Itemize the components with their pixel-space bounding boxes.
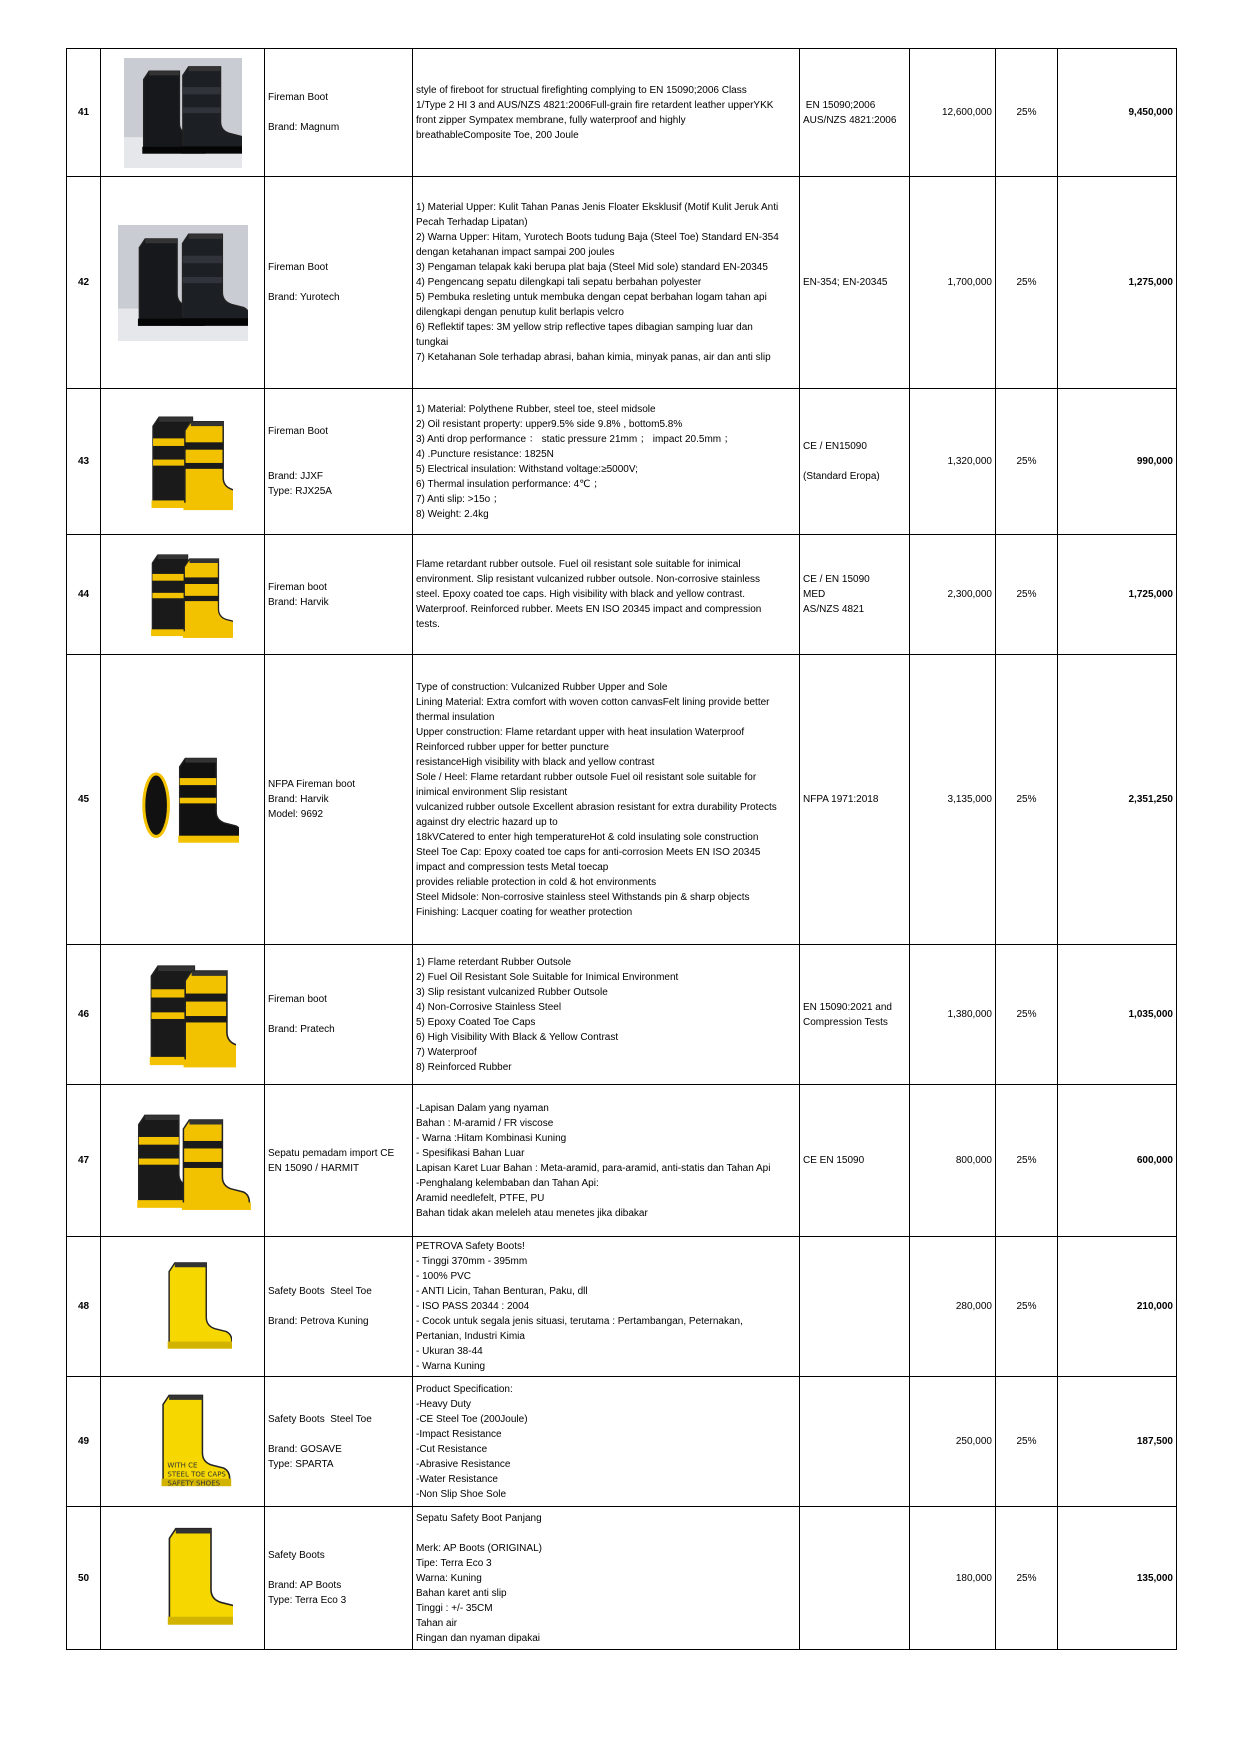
product-standard: NFPA 1971:2018: [800, 655, 910, 945]
discount-percent: 25%: [996, 1237, 1058, 1377]
product-standard: CE / EN 15090 MED AS/NZS 4821: [800, 535, 910, 655]
item-number: 50: [67, 1507, 101, 1650]
item-number: 45: [67, 655, 101, 945]
discount-percent: 25%: [996, 177, 1058, 389]
product-photo-cell: [101, 1507, 265, 1650]
table-row: [67, 49, 1177, 177]
product-specification: -Lapisan Dalam yang nyaman Bahan : M-aramid / FR viscose - Warna :Hitam Kombinasi Kuning - Spesifikasi Bahan Luar Lapisan Karet Luar Bahan : Meta-aramid, para-aramid, anti-statis dan Tahan Api -Penghalang kelembaban dan Tahan Api: Aramid needlefelt, PTFE, PU Bahan tidak akan meleleh atau menetes jika dibakar: [413, 1085, 800, 1237]
table-body: [67, 49, 1177, 1650]
product-specification: PETROVA Safety Boots! - Tinggi 370mm - 395mm - 100% PVC - ANTI Licin, Tahan Benturan, Paku, dll - ISO PASS 20344 : 2004 - Cocok untuk segala jenis situasi, terutama : Pertambangan, Peternakan, Pertanian, Industri Kimia - Ukuran 38-44 - Warna Kuning: [413, 1237, 800, 1377]
unit-price: 250,000: [910, 1377, 996, 1507]
product-standard: EN-354; EN-20345: [800, 177, 910, 389]
item-number: 46: [67, 945, 101, 1085]
net-price: 1,725,000: [1058, 535, 1177, 655]
product-photo-cell: [101, 655, 265, 945]
table-row: [67, 1085, 1177, 1237]
table-row: [67, 535, 1177, 655]
product-specification: Flame retardant rubber outsole. Fuel oil resistant sole suitable for inimical environment. Slip resistant vulcanized rubber outsole. Non-corrosive stainless steel. Epoxy coated toe caps. High visibility with black and yellow contrast. Waterproof. Reinforced rubber. Meets EN ISO 20345 impact and compression tests.: [413, 535, 800, 655]
yellow-pvc-safety-boot-photo: [133, 1522, 233, 1634]
unit-price: 280,000: [910, 1237, 996, 1377]
product-specification: Product Specification: -Heavy Duty -CE Steel Toe (200Joule) -Impact Resistance -Cut Resistance -Abrasive Resistance -Water Resistance -Non Slip Shoe Sole: [413, 1377, 800, 1507]
product-specification: 1) Material: Polythene Rubber, steel toe, steel midsole 2) Oil resistant property: upper9.5% side 9.8% , bottom5.8% 3) Anti drop performance ： static pressure 21mm ； impact 20.5mm ； 4) .Puncture resistance: 1825N 5) Electrical insulation: Withstand voltage:≥5000V; 6) Thermal insulation performance: 4℃ ； 7) Anti slip: >15o ； 8) Weight: 2.4kg: [413, 389, 800, 535]
net-price: 2,351,250: [1058, 655, 1177, 945]
item-number: 47: [67, 1085, 101, 1237]
product-specification: 1) Flame reterdant Rubber Outsole 2) Fuel Oil Resistant Sole Suitable for Inimical Environment 3) Slip resistant vulcanized Rubber Outsole 4) Non-Corrosive Stainless Steel 5) Epoxy Coated Toe Caps 6) High Visibility With Black & Yellow Contrast 7) Waterproof 8) Reinforced Rubber: [413, 945, 800, 1085]
discount-percent: 25%: [996, 389, 1058, 535]
product-photo-cell: [101, 535, 265, 655]
yellow-rubber-fireman-boots-photo: [130, 954, 236, 1076]
product-photo-cell: [101, 177, 265, 389]
discount-percent: 25%: [996, 1377, 1058, 1507]
net-price: 990,000: [1058, 389, 1177, 535]
product-standard: EN 15090:2021 and Compression Tests: [800, 945, 910, 1085]
table-row: [67, 1237, 1177, 1377]
item-number: 42: [67, 177, 101, 389]
item-number: 43: [67, 389, 101, 535]
product-name: Safety Boots Steel Toe Brand: GOSAVE Type: SPARTA: [265, 1377, 413, 1507]
product-photo-cell: [101, 1377, 265, 1507]
product-specification: style of fireboot for structual firefighting complying to EN 15090;2006 Class 1/Type 2 HI 3 and AUS/NZS 4821:2006Full-grain fire retardent leather upperYKK front zipper Sympatex membrane, fully waterproof and highly breathableComposite Toe, 200 Joule: [413, 49, 800, 177]
yellow-rubber-fireman-boots-photo: [133, 406, 233, 518]
product-photo-cell: [101, 389, 265, 535]
net-price: 135,000: [1058, 1507, 1177, 1650]
photo-caption-text: WITH CE: [166, 1460, 197, 1469]
product-photo-cell: [101, 1237, 265, 1377]
discount-percent: 25%: [996, 535, 1058, 655]
unit-price: 12,600,000: [910, 49, 996, 177]
net-price: 9,450,000: [1058, 49, 1177, 177]
unit-price: 800,000: [910, 1085, 996, 1237]
yellow-pvc-safety-boot-photo: [134, 1257, 232, 1357]
product-photo-cell: [101, 49, 265, 177]
item-number: 41: [67, 49, 101, 177]
yellow-rubber-fireman-boots-photo: [113, 1104, 253, 1218]
discount-percent: 25%: [996, 1085, 1058, 1237]
table-row: [67, 389, 1177, 535]
discount-percent: 25%: [996, 655, 1058, 945]
unit-price: 1,320,000: [910, 389, 996, 535]
product-specification: Type of construction: Vulcanized Rubber Upper and Sole Lining Material: Extra comfort with woven cotton canvasFelt lining provide better thermal insulation Upper construction: Flame retardant upper with heat insulation Waterproof Reinforced rubber upper for better puncture resistanceHigh visibility with black and yellow contrast Sole / Heel: Flame retardant rubber outsole Fuel oil resistant sole suitable for inimical environment Slip resistant vulcanized rubber outsole Excellent abrasion resistant for extra durability Protects against dry electric hazard up to 18kVCatered to enter high temperatureHot & cold insulating sole construction Steel Toe Cap: Epoxy coated toe caps for anti-corrosion Meets EN ISO 20345 impact and compression tests Metal toecap provides reliable protection in cold & hot environments Steel Midsole: Non-corrosive stainless steel Withstands pin & sharp objects Finishing: Lacquer coating for weather protection: [413, 655, 800, 945]
product-name: NFPA Fireman boot Brand: Harvik Model: 9692: [265, 655, 413, 945]
product-name: Fireman boot Brand: Harvik: [265, 535, 413, 655]
unit-price: 180,000: [910, 1507, 996, 1650]
discount-percent: 25%: [996, 945, 1058, 1085]
product-photo-cell: [101, 1085, 265, 1237]
table-row: [67, 945, 1177, 1085]
net-price: 1,275,000: [1058, 177, 1177, 389]
photo-caption-text: SAFETY SHOES: [166, 1478, 220, 1487]
table-row: [67, 177, 1177, 389]
product-price-table: [66, 48, 1177, 1650]
product-standard: [800, 1507, 910, 1650]
net-price: 600,000: [1058, 1085, 1177, 1237]
unit-price: 1,380,000: [910, 945, 996, 1085]
discount-percent: 25%: [996, 49, 1058, 177]
product-name: Sepatu pemadam import CE EN 15090 / HARMIT: [265, 1085, 413, 1237]
discount-percent: 25%: [996, 1507, 1058, 1650]
black-yellow-nfpa-boot-photo: [127, 748, 239, 852]
unit-price: 1,700,000: [910, 177, 996, 389]
product-standard: CE EN 15090: [800, 1085, 910, 1237]
product-standard: [800, 1237, 910, 1377]
product-name: Safety Boots Brand: AP Boots Type: Terra Eco 3: [265, 1507, 413, 1650]
product-standard: EN 15090;2006 AUS/NZS 4821:2006: [800, 49, 910, 177]
item-number: 44: [67, 535, 101, 655]
product-standard: CE / EN15090 (Standard Eropa): [800, 389, 910, 535]
product-standard: [800, 1377, 910, 1507]
product-name: Fireman Boot Brand: Magnum: [265, 49, 413, 177]
product-name: Fireman Boot Brand: JJXF Type: RJX25A: [265, 389, 413, 535]
black-leather-fireman-boots-photo: [118, 225, 248, 341]
table-row: [67, 655, 1177, 945]
black-leather-fireman-boots-photo: [124, 58, 242, 168]
unit-price: 3,135,000: [910, 655, 996, 945]
product-name: Fireman boot Brand: Pratech: [265, 945, 413, 1085]
photo-caption-text: STEEL TOE CAPS: [166, 1469, 226, 1478]
product-specification: Sepatu Safety Boot Panjang Merk: AP Boots (ORIGINAL) Tipe: Terra Eco 3 Warna: Kuning Bahan karet anti slip Tinggi : +/- 35CM Tahan air Ringan dan nyaman dipakai: [413, 1507, 800, 1650]
unit-price: 2,300,000: [910, 535, 996, 655]
yellow-pvc-safety-boot-photo: [118, 1389, 248, 1495]
table-row: [67, 1377, 1177, 1507]
net-price: 187,500: [1058, 1377, 1177, 1507]
item-number: 48: [67, 1237, 101, 1377]
product-name: Safety Boots Steel Toe Brand: Petrova Kuning: [265, 1237, 413, 1377]
table-row: [67, 1507, 1177, 1650]
net-price: 1,035,000: [1058, 945, 1177, 1085]
product-photo-cell: [101, 945, 265, 1085]
yellow-rubber-fireman-boots-photo: [133, 545, 233, 645]
net-price: 210,000: [1058, 1237, 1177, 1377]
item-number: 49: [67, 1377, 101, 1507]
product-specification: 1) Material Upper: Kulit Tahan Panas Jenis Floater Eksklusif (Motif Kulit Jeruk Anti Pecah Terhadap Lipatan) 2) Warna Upper: Hitam, Yurotech Boots tudung Baja (Steel Toe) Standard EN-354 dengan ketahanan impact sampai 200 joules 3) Pengaman telapak kaki berupa plat baja (Steel Mid sole) standard EN-20345 4) Pengencang sepatu dilengkapi tali sepatu berbahan polyester 5) Pembuka resleting untuk membuka dengan cepat berbahan logam tahan api dilengkapi dengan penutup kulit berlapis velcro 6) Reflektif tapes: 3M yellow strip reflective tapes dibagian samping luar dan tungkai 7) Ketahanan Sole terhadap abrasi, bahan kimia, minyak panas, air dan anti slip: [413, 177, 800, 389]
product-name: Fireman Boot Brand: Yurotech: [265, 177, 413, 389]
